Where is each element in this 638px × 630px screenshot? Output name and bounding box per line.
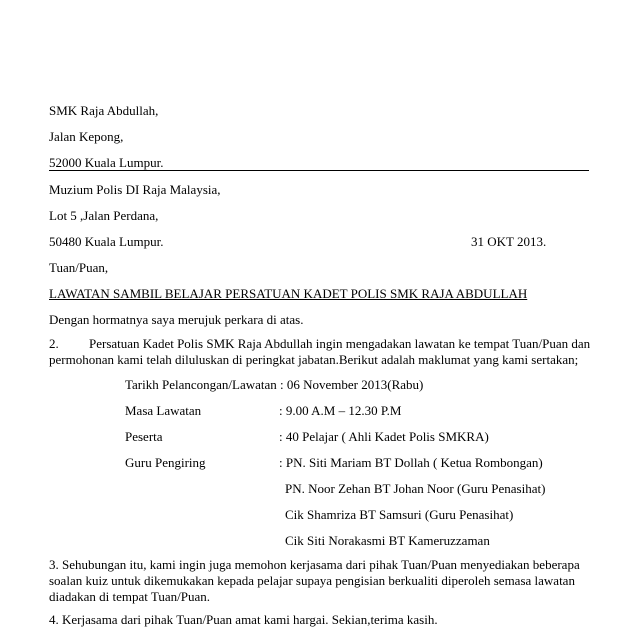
- para2-number: 2.: [49, 336, 59, 351]
- sender-line-1: SMK Raja Abdullah,: [49, 103, 159, 118]
- recipient-line-3: 50480 Kuala Lumpur.: [49, 234, 164, 249]
- detail-peserta-label: Peserta: [125, 429, 163, 444]
- para2-line-2: permohonan kami telah diluluskan di peringkat jabatan.Berikut adalah maklumat yang kami sertakan;: [49, 352, 579, 367]
- detail-guru-3: Cik Shamriza BT Samsuri (Guru Penasihat): [285, 507, 514, 522]
- detail-peserta-value: : 40 Pelajar ( Ahli Kadet Polis SMKRA): [279, 429, 489, 444]
- recipient-line-1: Muzium Polis DI Raja Malaysia,: [49, 182, 221, 197]
- salutation: Tuan/Puan,: [49, 260, 109, 275]
- letter-date: 31 OKT 2013.: [471, 234, 547, 249]
- detail-tarikh: Tarikh Pelancongan/Lawatan : 06 November 2013(Rabu): [125, 377, 424, 392]
- para3-line-1: 3. Sehubungan itu, kami ingin juga memohon kerjasama dari pihak Tuan/Puan menyediakan beberapa: [49, 557, 580, 572]
- detail-guru-4: Cik Siti Norakasmi BT Kameruzzaman: [285, 533, 490, 548]
- sender-line-2: Jalan Kepong,: [49, 129, 124, 144]
- para3-line-3: diadakan di tempat Tuan/Puan.: [49, 589, 211, 604]
- para2-line-1: Persatuan Kadet Polis SMK Raja Abdullah ingin mengadakan lawatan ke tempat Tuan/Puan dan: [89, 336, 591, 351]
- para4-line: 4. Kerjasama dari pihak Tuan/Puan amat kami hargai. Sekian,terima kasih.: [49, 612, 438, 627]
- opening-line: Dengan hormatnya saya merujuk perkara di atas.: [49, 312, 304, 327]
- recipient-line-2: Lot 5 ,Jalan Perdana,: [49, 208, 159, 223]
- letterhead-divider: [49, 170, 589, 171]
- detail-masa-value: : 9.00 A.M – 12.30 P.M: [279, 403, 402, 418]
- detail-guru-value: : PN. Siti Mariam BT Dollah ( Ketua Rombongan): [279, 455, 543, 470]
- para3-line-2: soalan kuiz untuk dikemukakan kepada pelajar supaya pengisian berkualiti diperoleh semasa lawatan: [49, 573, 575, 588]
- detail-guru-2: PN. Noor Zehan BT Johan Noor (Guru Penasihat): [285, 481, 546, 496]
- sender-line-3: 52000 Kuala Lumpur.: [49, 155, 164, 170]
- detail-guru-label: Guru Pengiring: [125, 455, 206, 470]
- detail-masa-label: Masa Lawatan: [125, 403, 202, 418]
- subject-line: LAWATAN SAMBIL BELAJAR PERSATUAN KADET POLIS SMK RAJA ABDULLAH: [49, 286, 528, 301]
